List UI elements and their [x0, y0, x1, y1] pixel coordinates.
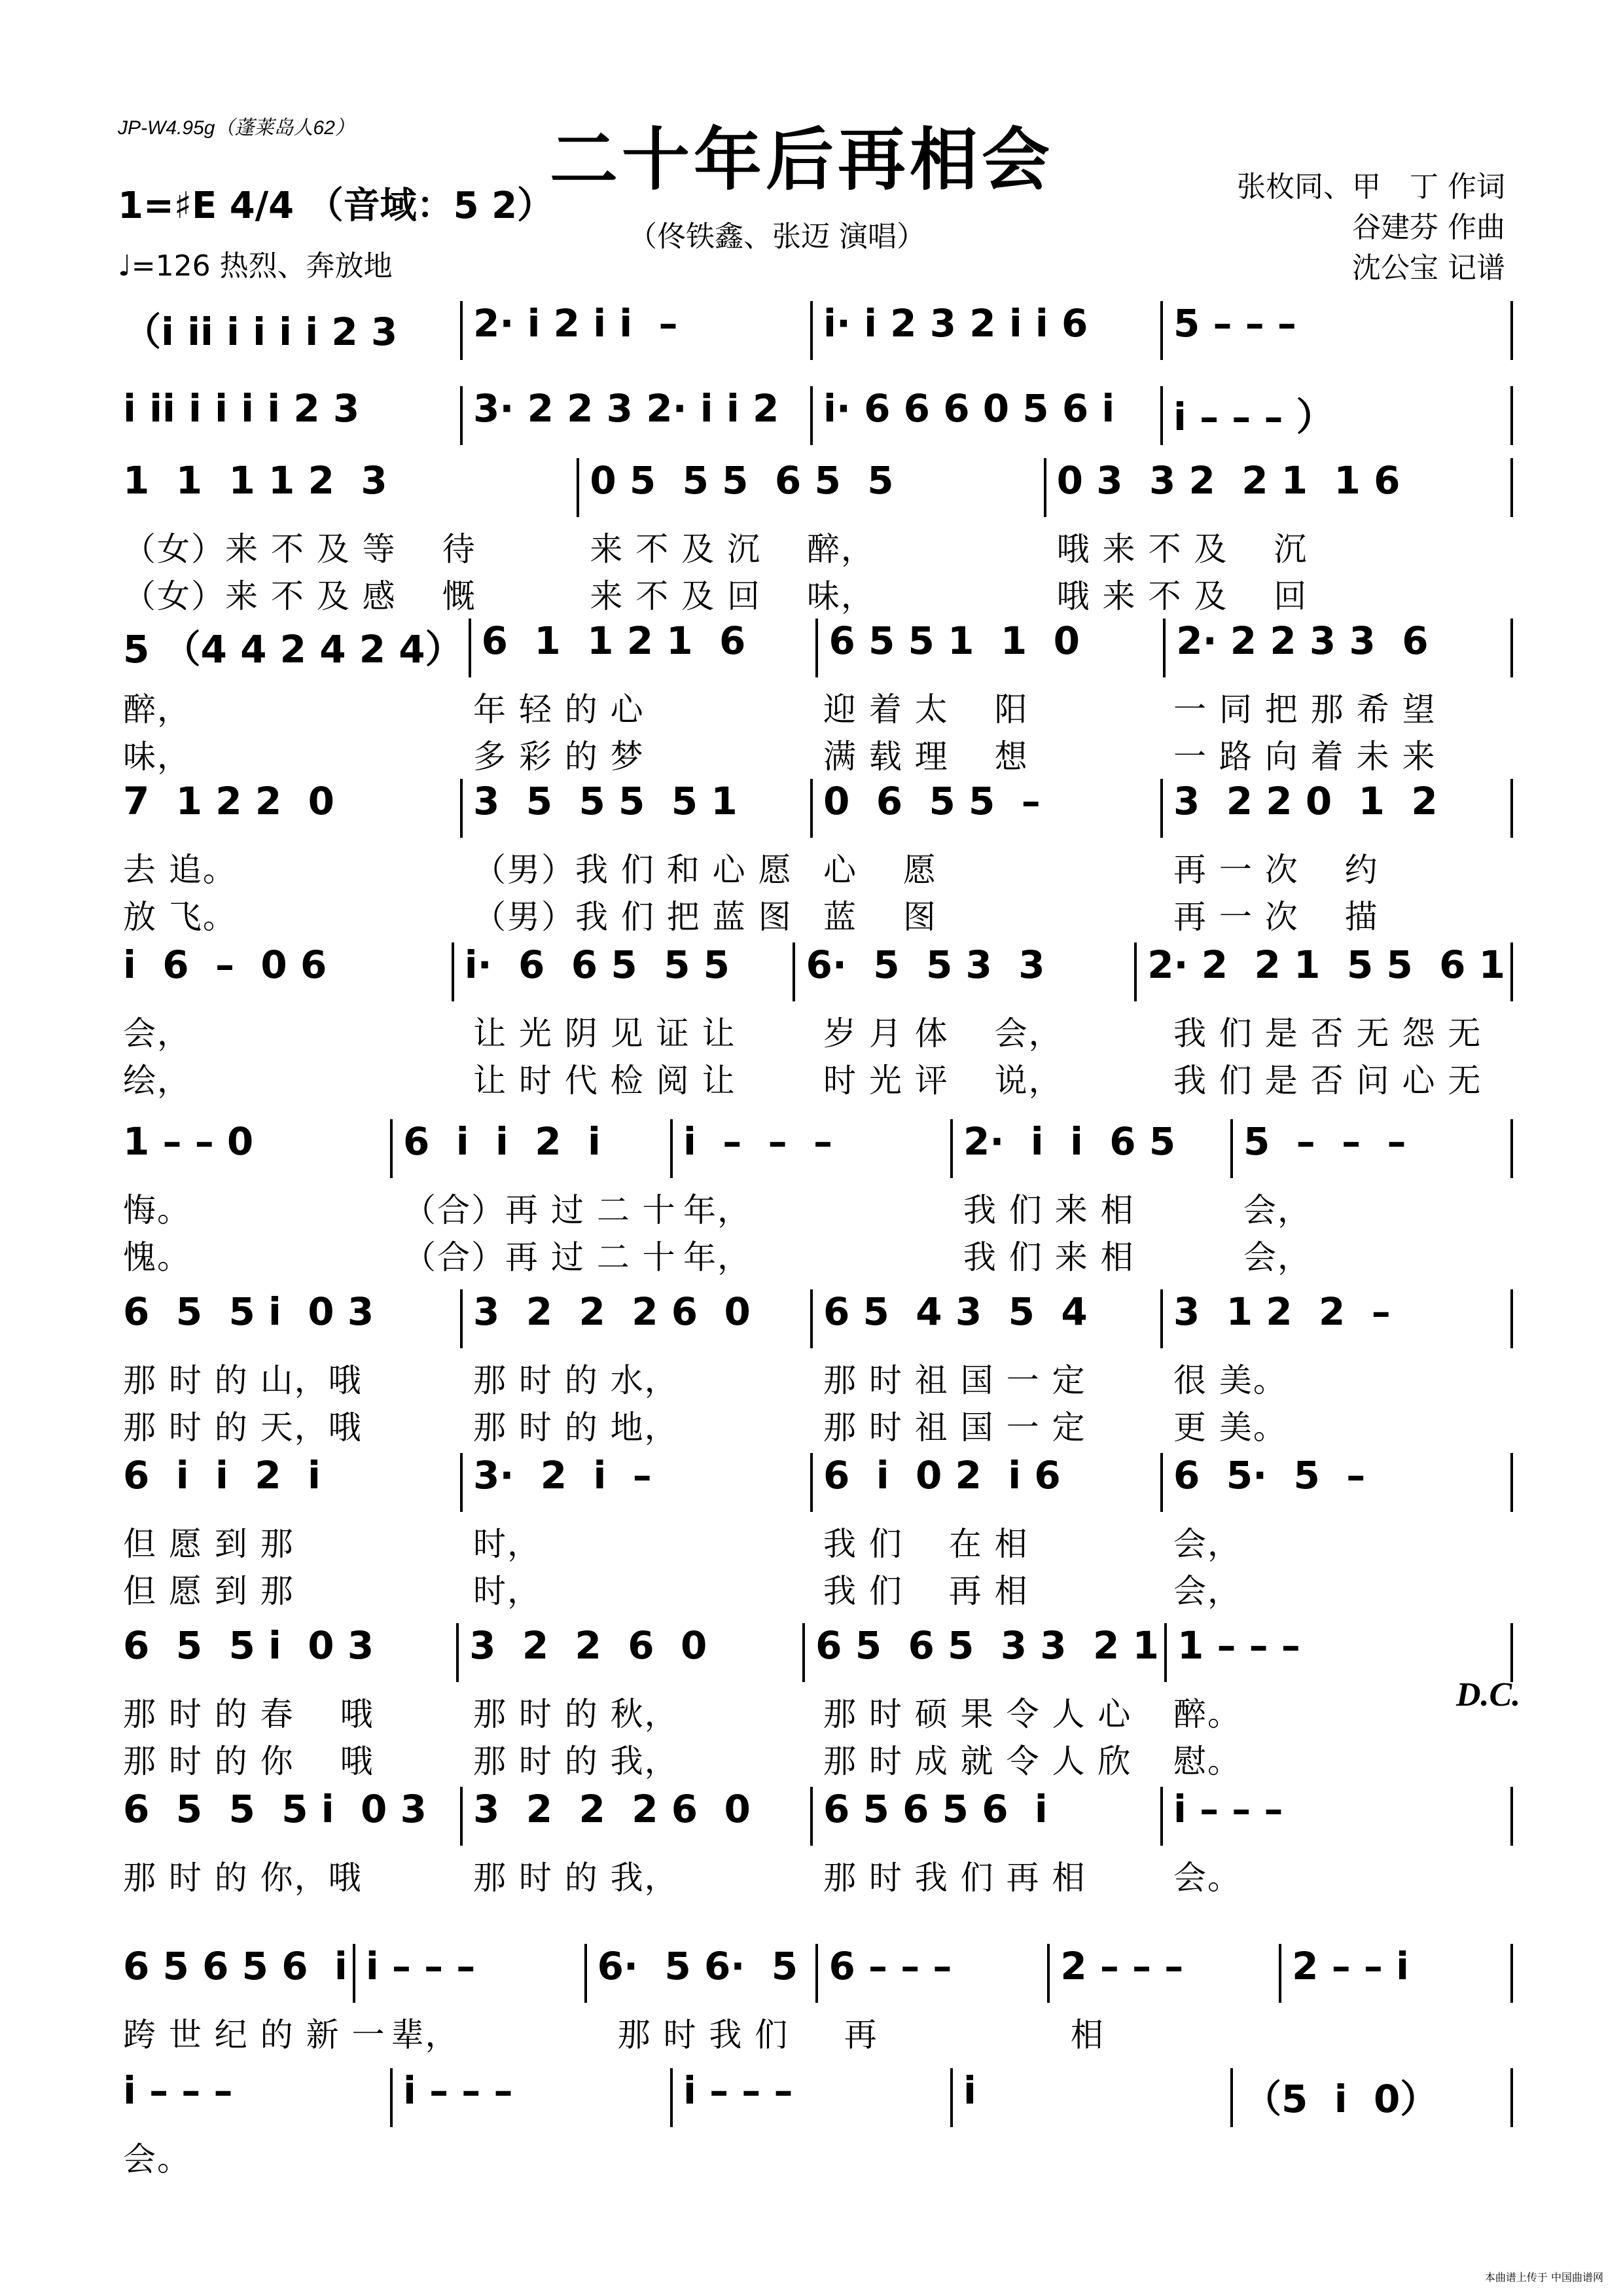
transcriber-credit: 沈公宝 记谱	[1352, 251, 1505, 285]
barline	[1163, 619, 1166, 677]
barline	[460, 386, 463, 445]
barline	[577, 458, 579, 517]
lyric-segment: 多 彩 的 梦	[473, 738, 645, 776]
lyric-segment	[958, 2133, 1238, 2180]
barline	[810, 779, 813, 838]
measure: i – – – ）	[1173, 395, 1334, 439]
barline	[1160, 1289, 1163, 1348]
lyric-row	[118, 2134, 1518, 2179]
lyric-segment: 来 不 及 沉 醉，	[590, 530, 875, 568]
lyric-row	[118, 891, 1518, 937]
lyric-row	[118, 571, 1518, 617]
measure: 5 （4 4 2 4 2 4）	[123, 627, 463, 672]
lyric-segment: 更 美。	[1173, 1408, 1287, 1446]
lyric-segment: 那 时 的 天，哦	[123, 1408, 363, 1446]
lyric-row	[118, 1736, 1518, 1782]
notation-row	[118, 2062, 1518, 2134]
lyric-row	[118, 1518, 1518, 1564]
barline	[950, 1119, 953, 1178]
measure: 1 1 1 1 2 3	[123, 458, 387, 503]
measure: i – – –	[403, 2068, 513, 2113]
measure: 6 5 4 3 5 4	[823, 1289, 1088, 1334]
measure: 0 5 5 5 6 5 5	[590, 458, 894, 503]
lyric-segment: 那 时 的 山，哦	[123, 1361, 363, 1399]
barline	[1510, 1453, 1513, 1512]
barline	[460, 779, 463, 838]
notation-row	[118, 1780, 1518, 1852]
lyric-row	[118, 684, 1518, 730]
singers-subtitle: （佟铁鑫、张迈 演唱）	[628, 220, 925, 253]
measure: i – – –	[683, 1119, 833, 1164]
tempo-marking: ♩=126 热烈、奔放地	[118, 249, 393, 283]
barline	[1510, 1289, 1513, 1348]
measure: 6 i 0 2 i 6	[823, 1453, 1061, 1498]
lyric-segment: 哦 来 不 及 回	[1056, 577, 1308, 615]
lyric-segment: 放 飞。	[123, 898, 237, 936]
lyric-segment: 我 们 是 否 无 怨 无	[1173, 1014, 1482, 1052]
lyric-row	[118, 1402, 1518, 1448]
barline	[1230, 1119, 1233, 1178]
lyric-segment: 一 同 把 那 希 望	[1173, 691, 1436, 728]
lyric-segment: 辈，	[391, 2016, 459, 2054]
measure: i – – –	[1173, 1787, 1283, 1831]
lyric-segment: 让 时 代 检 阅 让	[473, 1062, 736, 1100]
barline	[1510, 619, 1513, 677]
notation-row	[118, 1617, 1518, 1689]
lyric-segment: 心 愿	[823, 851, 937, 889]
lyric-segment: 来 不 及 回 味，	[590, 577, 875, 615]
lyric-segment: （女）来 不 及 感 慨	[123, 577, 476, 615]
measure: 3 2 2 0 1 2	[1173, 779, 1438, 823]
measure: 6· 5 6· 5	[597, 1944, 798, 1988]
lyric-segment: 会，	[1173, 1525, 1241, 1563]
barline	[1279, 1944, 1281, 2003]
notation-row	[118, 295, 1518, 367]
measure: 6 5 5 1 1 0	[829, 619, 1080, 663]
measure: 3 1 2 2 –	[1173, 1289, 1391, 1334]
notation-row	[118, 452, 1518, 524]
measure: 2 – – –	[1060, 1944, 1184, 1988]
measure: 6 5· 5 –	[1173, 1453, 1366, 1498]
lyric-segment: 一 路 向 着 未 来	[1173, 738, 1436, 776]
footer-note: 本曲谱上传于 中国曲谱网	[1484, 2271, 1603, 2284]
lyric-row	[118, 1689, 1518, 1734]
lyric-segment: 那 时 的 我，	[473, 1859, 679, 1897]
barline	[950, 2068, 953, 2127]
barline	[1044, 458, 1046, 517]
barline	[584, 1944, 587, 2003]
lyric-segment: 年，	[683, 1238, 751, 1276]
lyric-segment: 再	[844, 2016, 878, 2054]
barline	[1510, 1944, 1513, 2003]
measure: 5 – – –	[1243, 1119, 1406, 1164]
measure: （i ii i i i i 2 3	[123, 310, 398, 354]
lyric-segment: 那 时 硕 果 令 人 心	[823, 1695, 1132, 1733]
lyric-segment	[1238, 2133, 1518, 2180]
lyric-segment: 迎 着 太 阳	[823, 691, 1029, 728]
lyric-segment: 时，	[473, 1525, 541, 1563]
barline	[810, 1453, 813, 1512]
notation-row	[118, 772, 1518, 844]
lyric-segment: 那 时 的 我，	[473, 1742, 679, 1780]
measure: 6· 5 5 3 3	[806, 942, 1045, 987]
barline	[390, 1119, 393, 1178]
notation-row	[118, 936, 1518, 1008]
lyric-segment: 我 们 是 否 问 心 无	[1173, 1062, 1482, 1100]
barline	[1510, 942, 1513, 1001]
measure: i – – –	[683, 2068, 793, 2113]
lyric-segment: 我 们 再 相	[823, 1572, 1029, 1610]
notation-row	[118, 1113, 1518, 1185]
lyric-segment: 慰。	[1173, 1742, 1241, 1780]
barline	[810, 1787, 813, 1846]
lyric-segment: 醉。	[1173, 1695, 1241, 1733]
measure: i· 6 6 5 5 5	[464, 942, 730, 987]
barline	[1510, 1787, 1513, 1846]
lyric-segment: 我 们 来 相	[963, 1191, 1135, 1229]
barline	[810, 1289, 813, 1348]
measure: 0 6 5 5 –	[823, 779, 1041, 823]
barline	[1510, 458, 1513, 517]
measure: 2· i 2 i i –	[473, 301, 678, 346]
key-signature: 1=♯E 4/4 （音域：5 2）	[118, 185, 554, 227]
lyric-segment: 满 载 理 想	[823, 738, 1029, 776]
measure: 3· 2 2 3 2· i i 2	[473, 386, 779, 431]
lyric-segment: 那 时 我 们 再 相	[823, 1859, 1086, 1897]
lyric-segment: 那 时 我 们	[617, 2016, 789, 2054]
lyric-segment: 绘，	[123, 1062, 191, 1100]
measure: 2· 2 2 3 3 6	[1176, 619, 1429, 663]
barline	[815, 1944, 818, 2003]
notation-row	[118, 380, 1518, 452]
measure: 6 5 6 5 6 i	[123, 1944, 348, 1988]
barline	[460, 1289, 463, 1348]
lyric-segment: 再 一 次 描	[1173, 898, 1379, 936]
barline	[670, 2068, 673, 2127]
lyric-segment: （女）来 不 及 等 待	[123, 530, 476, 568]
measure: 6 – – –	[829, 1944, 952, 1988]
barline	[390, 2068, 393, 2127]
notation-row	[118, 1446, 1518, 1518]
measure: 5 – – –	[1173, 301, 1296, 346]
notation-row	[118, 1283, 1518, 1355]
measure: 6 5 6 5 3 3 2 1	[815, 1623, 1159, 1668]
measure: 3 2 2 2 6 0	[473, 1787, 751, 1831]
barline	[670, 1119, 673, 1178]
barline	[452, 942, 454, 1001]
lyric-row	[118, 2009, 1518, 2055]
measure: i – – –	[365, 1944, 476, 1988]
measure: 3 2 2 2 6 0	[473, 1289, 751, 1334]
barline	[1230, 2068, 1233, 2127]
lyric-segment: 那 时 的 你，哦	[123, 1859, 363, 1897]
barline	[810, 301, 813, 360]
barline	[353, 1944, 355, 2003]
barline	[460, 1453, 463, 1512]
barline	[1510, 1119, 1513, 1178]
lyric-segment: 味，	[123, 738, 191, 776]
barline	[793, 942, 795, 1001]
barline	[810, 386, 813, 445]
lyric-segment: 那 时 的 秋，	[473, 1695, 679, 1733]
lyric-row	[118, 1185, 1518, 1230]
measure: 7 1 2 2 0	[123, 779, 334, 823]
lyric-segment: （合）再 过 二 十	[403, 1191, 677, 1229]
lyric-segment	[398, 2133, 678, 2180]
lyric-segment: 那 时 的 春 哦	[123, 1695, 374, 1733]
lyric-segment: 相	[1070, 2016, 1105, 2054]
composer-credit: 谷建芬 作曲	[1352, 211, 1505, 244]
lyric-segment: 我 们 来 相	[963, 1238, 1135, 1276]
measure: 6 5 5 5 i 0 3	[123, 1787, 427, 1831]
measure: 3· 2 i –	[473, 1453, 652, 1498]
lyric-segment: 悔。	[123, 1191, 191, 1229]
measure: 1 – – –	[1177, 1623, 1300, 1668]
lyric-segment: 很 美。	[1173, 1361, 1287, 1399]
lyric-row	[118, 1008, 1518, 1054]
lyric-row	[118, 1055, 1518, 1101]
barline	[456, 1623, 459, 1682]
lyric-segment: 但 愿 到 那	[123, 1525, 294, 1563]
lyric-segment: 但 愿 到 那	[123, 1572, 294, 1610]
lyric-segment: 那 时 祖 国 一 定	[823, 1408, 1086, 1446]
barline	[1510, 386, 1513, 445]
lyric-row	[118, 844, 1518, 890]
lyric-segment: 那 时 的 水，	[473, 1361, 679, 1399]
lyric-segment: （男）我 们 和 心 愿	[473, 851, 793, 889]
lyric-segment: 那 时 的 地，	[473, 1408, 679, 1446]
lyric-segment: 会，	[1173, 1572, 1241, 1610]
lyric-row	[118, 524, 1518, 569]
measure: 2· i i 6 5	[963, 1119, 1176, 1164]
lyric-segment: 那 时 的 你 哦	[123, 1742, 374, 1780]
lyric-segment: （男）我 们 把 蓝 图	[473, 898, 793, 936]
lyric-segment: 岁 月 体 会，	[823, 1014, 1063, 1052]
lyric-segment: 时 光 评 说，	[823, 1062, 1063, 1100]
measure: 6 5 5 i 0 3	[123, 1289, 374, 1334]
lyric-row	[118, 731, 1518, 777]
barline	[1510, 779, 1513, 838]
lyricist-credit: 张枚同、甲 丁 作词	[1237, 170, 1505, 204]
measure: i – – –	[123, 2068, 233, 2113]
lyric-segment: 醉，	[123, 691, 191, 728]
lyric-segment: 再 一 次 约	[1173, 851, 1379, 889]
measure: 6 i i 2 i	[403, 1119, 601, 1164]
barline	[1160, 779, 1163, 838]
barline	[1510, 301, 1513, 360]
barline	[469, 619, 471, 677]
lyric-segment: 时，	[473, 1572, 541, 1610]
barline	[1160, 1787, 1163, 1846]
measure: i· i 2 3 2 i i 6	[823, 301, 1088, 346]
source-tag: JP-W4.95g（蓬莱岛人62）	[118, 117, 355, 139]
lyric-segment: 让 光 阴 见 证 让	[473, 1014, 736, 1052]
lyric-segment: 会。	[123, 2140, 191, 2178]
barline	[815, 619, 818, 677]
barline	[1160, 301, 1163, 360]
lyric-segment: 年，	[683, 1191, 751, 1229]
lyric-segment: 跨 世 纪 的 新 一	[123, 2016, 386, 2054]
measure: 3 5 5 5 5 1	[473, 779, 738, 823]
measure: 6 i i 2 i	[123, 1453, 321, 1498]
measure: 6 1 1 2 1 6	[481, 619, 746, 663]
barline	[1134, 942, 1137, 1001]
barline	[1510, 2068, 1513, 2127]
lyric-segment: 会，	[1243, 1191, 1311, 1229]
barline	[1510, 1623, 1513, 1682]
lyric-row	[118, 1852, 1518, 1898]
lyric-segment: 哦 来 不 及 沉	[1056, 530, 1308, 568]
lyric-segment: 会。	[1173, 1859, 1241, 1897]
barline	[802, 1623, 805, 1682]
measure: i ii i i i i 2 3	[123, 386, 360, 431]
measure: 6 5 6 5 6 i	[823, 1787, 1048, 1831]
lyric-segment	[678, 2133, 958, 2180]
barline	[1160, 386, 1163, 445]
measure: i 6 – 0 6	[123, 942, 327, 987]
dc-marker: D.C.	[1456, 1676, 1521, 1713]
barline	[460, 301, 463, 360]
notation-row	[118, 612, 1518, 684]
measure: i· 6 6 6 0 5 6 i	[823, 386, 1115, 431]
measure: 2· 2 2 1 5 5 6 1	[1147, 942, 1506, 987]
lyric-segment: 年 轻 的 心	[473, 691, 645, 728]
measure: 0 3 3 2 2 1 1 6	[1056, 458, 1400, 503]
measure: 2 – – i	[1292, 1944, 1409, 1988]
measure: （5 i 0）	[1243, 2077, 1438, 2121]
lyric-segment: 那 时 成 就 令 人 欣	[823, 1742, 1132, 1780]
lyric-segment: 会，	[1243, 1238, 1311, 1276]
barline	[1164, 1623, 1167, 1682]
lyric-segment: 去 追。	[123, 851, 237, 889]
lyric-segment: 会，	[123, 1014, 191, 1052]
lyric-segment	[1292, 2009, 1518, 2056]
lyric-segment: 愧。	[123, 1238, 191, 1276]
barline	[460, 1787, 463, 1846]
credits	[1113, 167, 1505, 289]
lyric-row	[118, 1355, 1518, 1401]
notation-row	[118, 1937, 1518, 2009]
barline	[1047, 1944, 1050, 2003]
lyric-row	[118, 1566, 1518, 1611]
lyric-segment: 我 们 在 相	[823, 1525, 1029, 1563]
barline	[1160, 1453, 1163, 1512]
measure: 1 – – 0	[123, 1119, 254, 1164]
lyric-row	[118, 1232, 1518, 1278]
page-title: 二十年后再相会	[550, 119, 1054, 200]
lyric-segment: 蓝 图	[823, 898, 937, 936]
measure: i	[963, 2068, 976, 2113]
lyric-segment: 那 时 祖 国 一 定	[823, 1361, 1086, 1399]
measure: 6 5 5 i 0 3	[123, 1623, 374, 1668]
lyric-segment: （合）再 过 二 十	[403, 1238, 677, 1276]
measure: 3 2 2 6 0	[469, 1623, 707, 1668]
